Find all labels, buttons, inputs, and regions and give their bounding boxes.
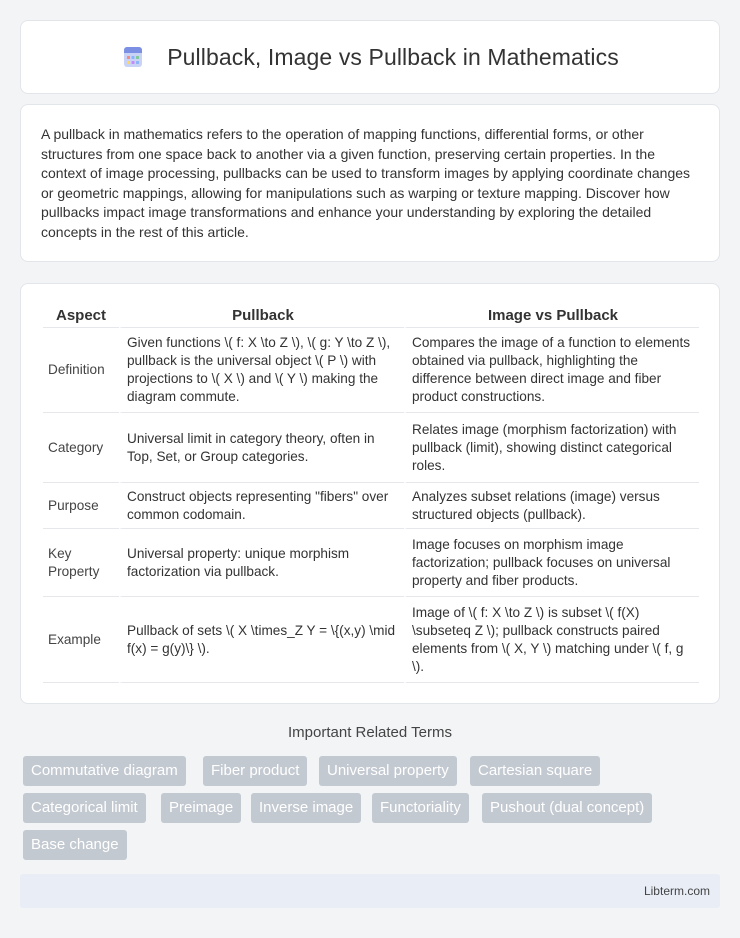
tag-pushout[interactable]: Pushout (dual concept) bbox=[482, 793, 652, 823]
tag-inverse-image[interactable]: Inverse image bbox=[251, 793, 361, 823]
table-row bbox=[43, 529, 699, 597]
header-card bbox=[20, 20, 720, 94]
cell-comparison: Image focuses on morphism image factorization; pullback focuses on universal property and fiber products. bbox=[404, 529, 699, 597]
cell-aspect: Purpose bbox=[43, 483, 119, 529]
related-terms-title: Important Related Terms bbox=[288, 724, 452, 741]
header-pullback: Pullback bbox=[119, 304, 404, 328]
table-row bbox=[43, 413, 699, 483]
intro-card bbox=[20, 104, 720, 262]
header-aspect: Aspect bbox=[43, 304, 119, 328]
cell-pullback: Pullback of sets \( X \times_Z Y = \{(x,y) \mid f(x) = g(y)\} \). bbox=[119, 597, 404, 683]
comparison-table bbox=[43, 304, 699, 683]
cell-aspect: Key Property bbox=[43, 529, 119, 597]
cell-pullback: Given functions \( f: X \to Z \), \( g: Y \to Z \), pullback is the universal object \( P \) with projections to \( X \) and \( Y \) making the diagram commute. bbox=[119, 328, 404, 413]
cell-comparison: Relates image (morphism factorization) with pullback (limit), showing distinct categorical roles. bbox=[404, 413, 699, 483]
footer-site-link[interactable]: Libterm.com bbox=[643, 884, 710, 898]
cell-pullback: Universal limit in category theory, often in Top, Set, or Group categories. bbox=[119, 413, 404, 483]
tag-commutative-diagram[interactable]: Commutative diagram bbox=[23, 756, 186, 786]
document-icon bbox=[121, 45, 145, 69]
intro-paragraph: A pullback in mathematics refers to the operation of mapping functions, differential forms, or other structures from one space back to another via a given function, preserving certain properties. In the context of image processing, pullbacks can be used to transform images by applying coordinate changes or geometric mappings, allowing for manipulations such as warping or texture mapping. Discover how pullbacks impact image transformations and enhance your understanding by exploring the detailed concepts in the rest of this article. bbox=[41, 126, 691, 240]
footer bbox=[20, 874, 720, 908]
cell-aspect: Example bbox=[43, 597, 119, 683]
table-row bbox=[43, 328, 699, 413]
cell-aspect: Category bbox=[43, 413, 119, 483]
tag-universal-property[interactable]: Universal property bbox=[319, 756, 457, 786]
title-wrap bbox=[121, 44, 619, 71]
cell-comparison: Image of \( f: X \to Z \) is subset \( f(X) \subseteq Z \); pullback constructs paired elements from \( X, Y \) matching under \( f, g \). bbox=[404, 597, 699, 683]
cell-pullback: Construct objects representing "fibers" over common codomain. bbox=[119, 483, 404, 529]
header-image-vs-pullback: Image vs Pullback bbox=[404, 304, 699, 328]
cell-aspect: Definition bbox=[43, 328, 119, 413]
table-row bbox=[43, 483, 699, 529]
comparison-table-card bbox=[20, 283, 720, 704]
page-title: Pullback, Image vs Pullback in Mathematics bbox=[167, 43, 619, 70]
cell-pullback: Universal property: unique morphism factorization via pullback. bbox=[119, 529, 404, 597]
tag-base-change[interactable]: Base change bbox=[23, 830, 127, 860]
tag-fiber-product[interactable]: Fiber product bbox=[203, 756, 307, 786]
tag-cartesian-square[interactable]: Cartesian square bbox=[470, 756, 600, 786]
tag-preimage[interactable]: Preimage bbox=[161, 793, 241, 823]
tag-categorical-limit[interactable]: Categorical limit bbox=[23, 793, 146, 823]
tag-functoriality[interactable]: Functoriality bbox=[372, 793, 469, 823]
table-row bbox=[43, 597, 699, 683]
cell-comparison: Compares the image of a function to elements obtained via pullback, highlighting the difference between direct image and fiber product constructions. bbox=[404, 328, 699, 413]
cell-comparison: Analyzes subset relations (image) versus structured objects (pullback). bbox=[404, 483, 699, 529]
table-header-row bbox=[43, 304, 699, 328]
